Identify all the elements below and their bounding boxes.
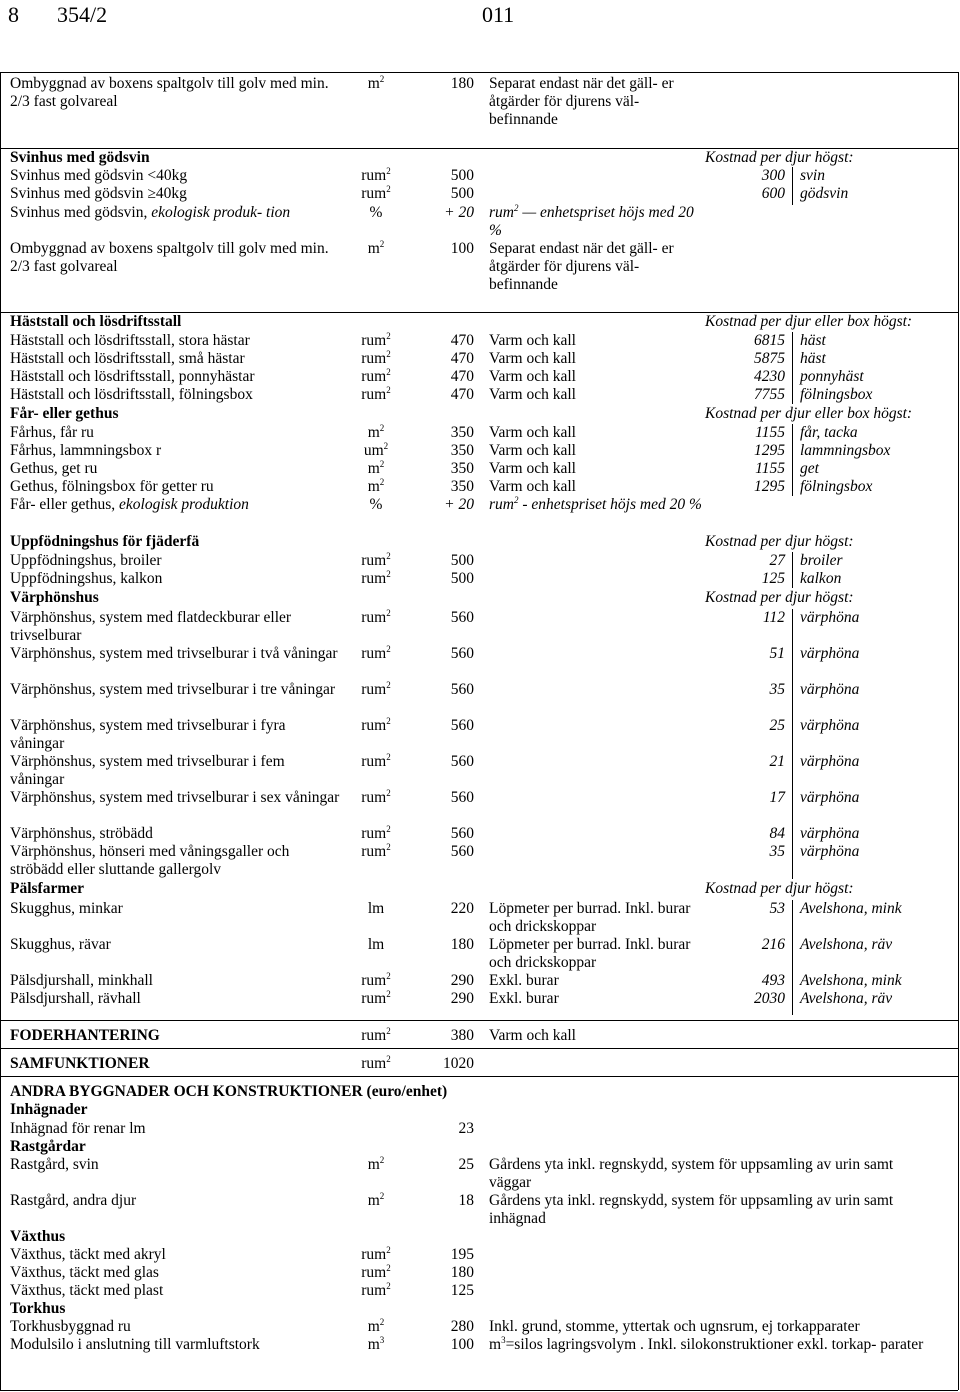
unit-price: 100 bbox=[450, 1336, 474, 1353]
unit-price: 560 bbox=[450, 609, 474, 626]
cost-per-animal: 6815 bbox=[754, 332, 785, 349]
unit-price: 500 bbox=[450, 167, 474, 184]
unit: $m^2$ bbox=[367, 238, 385, 257]
remark: Inkl. grund, stomme, yttertak och ugnsrum, ej torkapparater bbox=[489, 1318, 860, 1335]
section-divider bbox=[0, 1020, 958, 1021]
remark: Separat endast när det gäll- er åtgärder för djurens väl- befinnande bbox=[489, 75, 674, 128]
unit-price: 470 bbox=[450, 368, 474, 385]
unit: rum$^2$ bbox=[361, 643, 391, 662]
animal-category: Avelshona, mink bbox=[800, 972, 902, 989]
unit-price: 560 bbox=[450, 753, 474, 770]
cost-per-animal: 493 bbox=[761, 972, 785, 989]
item-description: Inhägnad för renar lm bbox=[10, 1120, 146, 1137]
unit-price: 220 bbox=[450, 900, 474, 917]
item-description: Ombyggnad av boxens spaltgolv till golv med min. 2/3 fast golvareal bbox=[10, 75, 329, 110]
unit: rum$^2$ bbox=[361, 607, 391, 626]
remark: Varm och kall bbox=[489, 332, 576, 349]
item-description: Värphönshus, ströbädd bbox=[10, 825, 153, 842]
cost-column-rule bbox=[792, 167, 793, 205]
unit: $m^2$ bbox=[367, 476, 385, 495]
section-heading: FODERHANTERING bbox=[10, 1027, 160, 1044]
item-description: Uppfödningshus, kalkon bbox=[10, 570, 163, 587]
unit: rum$^2$ bbox=[361, 715, 391, 734]
cost-per-animal: 21 bbox=[769, 753, 785, 770]
page-header bbox=[0, 2, 960, 28]
unit: rum$^2$ bbox=[361, 330, 391, 349]
section-heading: Svinhus med gödsvin bbox=[10, 149, 150, 166]
cost-per-animal: 2030 bbox=[754, 990, 785, 1007]
unit-price: 350 bbox=[450, 460, 474, 477]
item-description: Svinhus med gödsvin <40kg bbox=[10, 167, 188, 184]
item-description: Fårhus, får ru bbox=[10, 424, 94, 441]
unit-price: 290 bbox=[450, 990, 474, 1007]
unit: rum$^2$ bbox=[361, 841, 391, 860]
cost-per-animal: 216 bbox=[761, 936, 785, 953]
unit-price: 470 bbox=[450, 332, 474, 349]
item-description: Värphönshus, system med trivselburar i fyra våningar bbox=[10, 717, 286, 752]
animal-category: värphöna bbox=[800, 825, 860, 842]
cost-column-rule bbox=[792, 900, 793, 1015]
item-description: Värphönshus, system med trivselburar i tre våningar bbox=[10, 681, 335, 698]
cost-column-heading: Kostnad per djur högst: bbox=[705, 589, 854, 606]
cost-per-animal: 1295 bbox=[754, 478, 785, 495]
item-description-part: Svinhus med gödsvin, bbox=[10, 204, 152, 221]
section-heading: Torkhus bbox=[10, 1300, 66, 1317]
remark: Separat endast när det gäll- er åtgärder för djurens väl- befinnande bbox=[489, 240, 674, 293]
animal-category: häst bbox=[800, 332, 826, 349]
item-description bbox=[10, 204, 340, 222]
unit: rum$^2$ bbox=[361, 1280, 391, 1299]
remark: rum$^2$ — enhetspriset höjs med 20 % bbox=[489, 202, 694, 239]
unit-price: 560 bbox=[450, 717, 474, 734]
cost-column-rule bbox=[792, 609, 793, 879]
item-description: Värphönshus, system med trivselburar i två våningar bbox=[10, 645, 338, 662]
page-number: 8 bbox=[8, 2, 19, 27]
unit: lm bbox=[367, 900, 385, 917]
item-description: Ombyggnad av boxens spaltgolv till golv med min. 2/3 fast golvareal bbox=[10, 240, 329, 275]
item-description: Växthus, täckt med glas bbox=[10, 1264, 159, 1281]
cost-per-animal: 5875 bbox=[754, 350, 785, 367]
cost-per-animal: 35 bbox=[769, 681, 785, 698]
unit-price: 18 bbox=[458, 1192, 474, 1209]
item-description: Rastgård, svin bbox=[10, 1156, 99, 1173]
unit: $m^2$ bbox=[367, 458, 385, 477]
unit: $um^2$ bbox=[363, 440, 389, 459]
animal-category: fölningsbox bbox=[800, 386, 873, 403]
cost-column-rule bbox=[792, 552, 793, 588]
unit-price: 180 bbox=[450, 936, 474, 953]
unit: rum$^2$ bbox=[361, 1053, 391, 1072]
table-right-border bbox=[958, 72, 959, 1390]
section-divider bbox=[0, 1076, 958, 1077]
animal-category: lammningsbox bbox=[800, 442, 891, 459]
remark: rum$^2$ - enhetspriset höjs med 20 % bbox=[489, 494, 702, 513]
unit: $m^2$ bbox=[367, 73, 385, 92]
cost-per-animal: 125 bbox=[761, 570, 785, 587]
item-description: Värphönshus, system med trivselburar i fem våningar bbox=[10, 753, 285, 788]
animal-category: värphöna bbox=[800, 753, 860, 770]
cost-per-animal: 7755 bbox=[754, 386, 785, 403]
animal-category: häst bbox=[800, 350, 826, 367]
animal-category: get bbox=[800, 460, 819, 477]
animal-category: värphöna bbox=[800, 789, 860, 806]
unit: $m^2$ bbox=[367, 1190, 385, 1209]
item-description-part: Får- eller gethus, bbox=[10, 496, 120, 513]
item-description: Häststall och lösdriftsstall, stora hästar bbox=[10, 332, 250, 349]
cost-per-animal: 1155 bbox=[755, 424, 785, 441]
cost-per-animal: 25 bbox=[769, 717, 785, 734]
unit-price: 470 bbox=[450, 386, 474, 403]
section-heading: Får- eller gethus bbox=[10, 405, 119, 422]
section-divider bbox=[0, 1048, 958, 1049]
item-description: Värphönshus, hönseri med våningsgaller och ströbädd eller sluttande gallergolv bbox=[10, 843, 290, 878]
cost-column-heading: Kostnad per djur högst: bbox=[705, 533, 854, 550]
table-left-border bbox=[0, 72, 1, 1390]
unit-price: 195 bbox=[450, 1246, 474, 1263]
unit: rum$^2$ bbox=[361, 823, 391, 842]
unit-price: 560 bbox=[450, 645, 474, 662]
unit: rum$^2$ bbox=[361, 787, 391, 806]
remark: Varm och kall bbox=[489, 460, 576, 477]
cost-per-animal: 4230 bbox=[754, 368, 785, 385]
remark: Varm och kall bbox=[489, 442, 576, 459]
unit: $m^3$ bbox=[367, 1334, 385, 1353]
cost-column-heading: Kostnad per djur högst: bbox=[705, 880, 854, 897]
table-bottom-border bbox=[0, 1390, 958, 1391]
unit: rum$^2$ bbox=[361, 384, 391, 403]
remark: Varm och kall bbox=[489, 350, 576, 367]
unit-price: 125 bbox=[450, 1282, 474, 1299]
animal-category: värphöna bbox=[800, 843, 860, 860]
animal-category: gödsvin bbox=[800, 185, 849, 202]
item-description: Torkhusbyggnad ru bbox=[10, 1318, 131, 1335]
cost-per-animal: 27 bbox=[769, 552, 785, 569]
item-description: Växthus, täckt med akryl bbox=[10, 1246, 166, 1263]
item-description: Gethus, get ru bbox=[10, 460, 98, 477]
unit-price: 470 bbox=[450, 350, 474, 367]
cost-per-animal: 300 bbox=[761, 167, 785, 184]
remark: Gårdens yta inkl. regnskydd, system för uppsamling av urin samt väggar bbox=[489, 1156, 894, 1191]
animal-category: kalkon bbox=[800, 570, 842, 587]
item-description: Häststall och lösdriftsstall, små hästar bbox=[10, 350, 245, 367]
unit-price: + 20 bbox=[444, 204, 474, 221]
cost-per-animal: 84 bbox=[769, 825, 785, 842]
item-description: Rastgård, andra djur bbox=[10, 1192, 137, 1209]
section-heading: Häststall och lösdriftsstall bbox=[10, 313, 182, 330]
animal-category: svin bbox=[800, 167, 825, 184]
item-description-italic: ekologisk produktion bbox=[119, 496, 249, 513]
cost-per-animal: 35 bbox=[769, 843, 785, 860]
section-heading: Uppfödningshus för fjäderfä bbox=[10, 533, 200, 550]
item-description: Värphönshus, system med flatdeckburar eller trivselburar bbox=[10, 609, 292, 644]
unit-price: 500 bbox=[450, 570, 474, 587]
remark: Varm och kall bbox=[489, 478, 576, 495]
unit: % bbox=[369, 496, 383, 513]
unit: $m^2$ bbox=[367, 1154, 385, 1173]
animal-category: får, tacka bbox=[800, 424, 858, 441]
cost-per-animal: 53 bbox=[769, 900, 785, 917]
remark: Exkl. burar bbox=[489, 990, 559, 1007]
remark: Exkl. burar bbox=[489, 972, 559, 989]
unit-price: 560 bbox=[450, 843, 474, 860]
item-description bbox=[10, 496, 340, 514]
cost-column-heading: Kostnad per djur högst: bbox=[705, 149, 854, 166]
animal-category: broiler bbox=[800, 552, 843, 569]
unit-price: 1020 bbox=[443, 1055, 474, 1072]
cost-per-animal: 17 bbox=[769, 789, 785, 806]
animal-category: värphöna bbox=[800, 717, 860, 734]
item-description: Fårhus, lammningsbox r bbox=[10, 442, 162, 459]
item-description: Modulsilo i anslutning till varmluftstork bbox=[10, 1336, 260, 1353]
unit-price: 560 bbox=[450, 789, 474, 806]
table-top-border bbox=[0, 72, 958, 73]
unit: rum$^2$ bbox=[361, 1262, 391, 1281]
animal-category: Avelshona, mink bbox=[800, 900, 902, 917]
cost-column-heading: Kostnad per djur eller box högst: bbox=[705, 313, 913, 330]
section-heading: Växthus bbox=[10, 1228, 66, 1245]
unit: lm bbox=[367, 936, 385, 953]
item-description: Pälsdjurshall, minkhall bbox=[10, 972, 153, 989]
item-description: Svinhus med gödsvin ≥40kg bbox=[10, 185, 187, 202]
cost-per-animal: 600 bbox=[761, 185, 785, 202]
item-description: Uppfödningshus, broiler bbox=[10, 552, 162, 569]
item-description: Pälsdjurshall, rävhall bbox=[10, 990, 141, 1007]
unit-price: 350 bbox=[450, 424, 474, 441]
unit: $m^2$ bbox=[367, 422, 385, 441]
unit: rum$^2$ bbox=[361, 1025, 391, 1044]
item-description: Gethus, fölningsbox för getter ru bbox=[10, 478, 214, 495]
unit-price: 380 bbox=[450, 1027, 474, 1044]
animal-category: värphöna bbox=[800, 681, 860, 698]
section-heading: Inhägnader bbox=[10, 1101, 88, 1118]
remark: Varm och kall bbox=[489, 1027, 576, 1044]
remark: Varm och kall bbox=[489, 368, 576, 385]
unit: rum$^2$ bbox=[361, 366, 391, 385]
unit-price: 350 bbox=[450, 478, 474, 495]
unit-price: 290 bbox=[450, 972, 474, 989]
cost-per-animal: 1155 bbox=[755, 460, 785, 477]
remark: $m^3=silos$ lagringsvolym . Inkl. silokonstruktioner exkl. torkap- parater bbox=[489, 1334, 924, 1353]
cost-per-animal: 1295 bbox=[754, 442, 785, 459]
animal-category: Avelshona, räv bbox=[800, 936, 893, 953]
unit-price: 560 bbox=[450, 681, 474, 698]
item-description: Skugghus, rävar bbox=[10, 936, 111, 953]
item-description-italic: ekologisk produk- tion bbox=[151, 204, 291, 221]
unit-price: 560 bbox=[450, 825, 474, 842]
document-number: 354/2 bbox=[57, 2, 108, 27]
unit-price: 500 bbox=[450, 552, 474, 569]
remark: Gårdens yta inkl. regnskydd, system för uppsamling av urin samt inhägnad bbox=[489, 1192, 894, 1227]
unit-price: 180 bbox=[450, 1264, 474, 1281]
unit-price: 280 bbox=[450, 1318, 474, 1335]
unit: % bbox=[369, 204, 383, 221]
animal-category: värphöna bbox=[800, 609, 860, 626]
remark: Löpmeter per burrad. Inkl. burar och drickskoppar bbox=[489, 900, 691, 935]
unit-price: 100 bbox=[450, 240, 474, 257]
unit-price: 350 bbox=[450, 442, 474, 459]
cost-column-rule bbox=[792, 424, 793, 496]
item-description: Häststall och lösdriftsstall, fölningsbox bbox=[10, 386, 253, 403]
section-heading: Pälsfarmer bbox=[10, 880, 85, 897]
unit: rum$^2$ bbox=[361, 568, 391, 587]
remark: Varm och kall bbox=[489, 386, 576, 403]
section-heading: SAMFUNKTIONER bbox=[10, 1055, 150, 1072]
unit-price: + 20 bbox=[444, 496, 474, 513]
unit-price: 25 bbox=[458, 1156, 474, 1173]
unit-price: 180 bbox=[450, 75, 474, 92]
item-description: Häststall och lösdriftsstall, ponnyhästar bbox=[10, 368, 255, 385]
section-code: 011 bbox=[482, 2, 515, 27]
unit: rum$^2$ bbox=[361, 348, 391, 367]
remark: Löpmeter per burrad. Inkl. burar och drickskoppar bbox=[489, 936, 691, 971]
item-description: Värphönshus, system med trivselburar i sex våningar bbox=[10, 789, 340, 806]
remark: Varm och kall bbox=[489, 424, 576, 441]
item-description: Skugghus, minkar bbox=[10, 900, 123, 917]
unit: rum$^2$ bbox=[361, 988, 391, 1007]
animal-category: Avelshona, räv bbox=[800, 990, 893, 1007]
unit-price: 23 bbox=[458, 1120, 474, 1137]
cost-per-animal: 112 bbox=[762, 609, 785, 626]
cost-column-rule bbox=[792, 332, 793, 404]
unit: rum$^2$ bbox=[361, 550, 391, 569]
unit: rum$^2$ bbox=[361, 970, 391, 989]
section-heading: ANDRA BYGGNADER OCH KONSTRUKTIONER (euro/enhet) bbox=[10, 1083, 448, 1100]
unit: rum$^2$ bbox=[361, 183, 391, 202]
cost-per-animal: 51 bbox=[769, 645, 785, 662]
animal-category: fölningsbox bbox=[800, 478, 873, 495]
unit: rum$^2$ bbox=[361, 751, 391, 770]
unit: rum$^2$ bbox=[361, 165, 391, 184]
animal-category: ponnyhäst bbox=[800, 368, 864, 385]
animal-category: värphöna bbox=[800, 645, 860, 662]
section-heading: Rastgårdar bbox=[10, 1138, 86, 1155]
section-heading: Värphönshus bbox=[10, 589, 99, 606]
unit-price: 500 bbox=[450, 185, 474, 202]
item-description: Växthus, täckt med plast bbox=[10, 1282, 164, 1299]
unit: rum$^2$ bbox=[361, 1244, 391, 1263]
unit: rum$^2$ bbox=[361, 679, 391, 698]
unit: $m^2$ bbox=[367, 1316, 385, 1335]
cost-column-heading: Kostnad per djur eller box högst: bbox=[705, 405, 913, 422]
